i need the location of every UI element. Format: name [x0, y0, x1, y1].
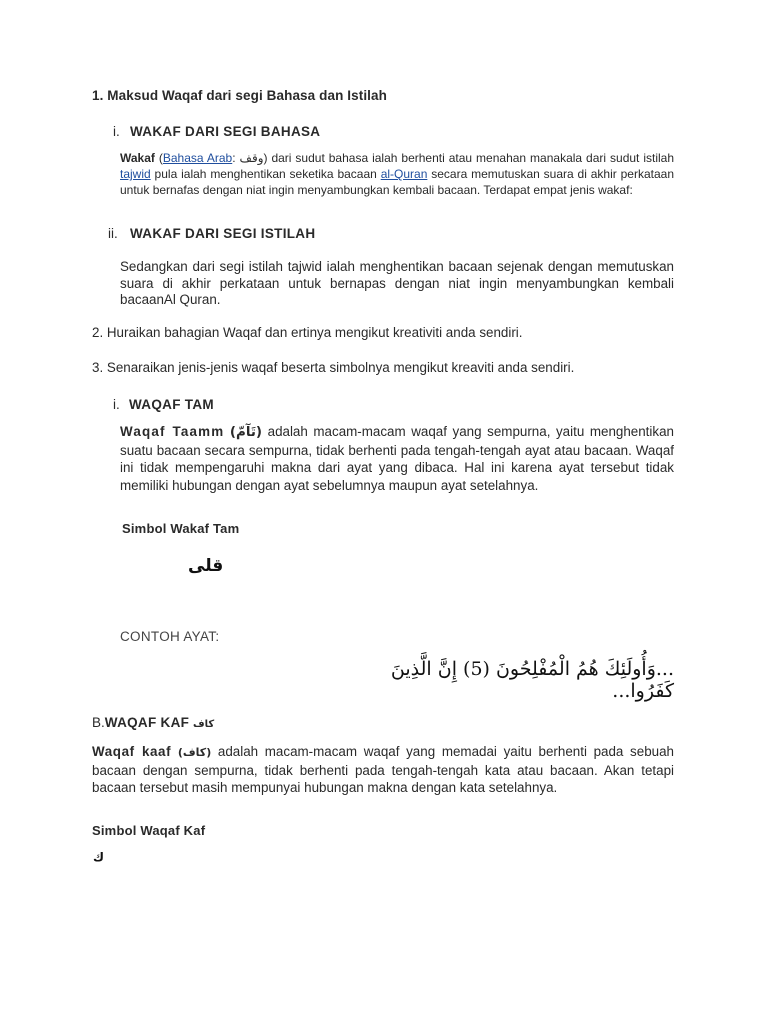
- ayat-example: ...وَأُولَئِكَ هُمُ الْمُفْلِحُونَ (5) إِنَّ الَّذِينَ كَفَرُوا...: [390, 658, 674, 702]
- question-2: 2. Huraikan bahagian Waqaf dan ertinya mengikut kreativiti anda sendiri.: [92, 325, 523, 340]
- heading-kaf-arabic: كاف: [192, 719, 215, 730]
- paragraph-waqaf-kaf: Waqaf kaaf (كاف) adalah macam-macam waqaf yang memadai yaitu berhenti pada sebuah bacaan dengan sempurna, tidak berhenti pada tengah-tengah kata atau bacaan. Akan tetapi bacaan tersebut masih mempunyai hubungan makna dengan kata setelahnya.: [92, 744, 674, 795]
- arabic-kaaf: (كاف): [177, 746, 212, 759]
- paragraph-wakaf-istilah: Sedangkan dari segi istilah tajwid ialah menghentikan bacaan sejenak dengan memutuskan suara di akhir perkataan untuk bernapas dengan niat ingin menyambungkan kembali bacaanAl Quran.: [120, 259, 674, 307]
- label-contoh-ayat: CONTOH AYAT:: [120, 629, 220, 644]
- numeral-ii: ii.: [108, 226, 118, 241]
- term-waqaf-taamm: Waqaf Taamm: [120, 424, 225, 439]
- caption-simbol-wakaf-tam: Simbol Wakaf Tam: [122, 521, 240, 536]
- heading-waqaf-kaf-line: [92, 715, 214, 730]
- heading-wakaf-istilah: WAKAF DARI SEGI ISTILAH: [130, 226, 316, 241]
- term-waqaf-kaaf: Waqaf kaaf: [92, 744, 172, 759]
- heading-wakaf-bahasa: WAKAF DARI SEGI BAHASA: [130, 124, 321, 139]
- link-tajwid[interactable]: tajwid: [120, 167, 151, 181]
- symbol-qila: قلى: [188, 556, 224, 576]
- section-1-title: 1. Maksud Waqaf dari segi Bahasa dan Istilah: [92, 88, 387, 103]
- paragraph-wakaf-bahasa: Wakaf (Bahasa Arab: وقف) dari sudut bahasa ialah berhenti atau menahan manakala dari sudut istilah tajwid pula ialah menghentikan seketika bacaan al-Quran secara memutuskan suara di akhir perkataan untuk bernafas dengan niat ingin menyambungkan kembali bacaan. Terdapat empat jenis wakaf:: [120, 151, 675, 197]
- heading-kaf-prefix: B.: [92, 715, 105, 730]
- caption-simbol-waqaf-kaf: Simbol Waqaf Kaf: [92, 823, 206, 838]
- numeral-i: i.: [113, 124, 120, 139]
- heading-waqaf-tam: WAQAF TAM: [129, 397, 214, 412]
- symbol-kaf: ك: [93, 850, 104, 864]
- arabic-taamm: (تَآمّ): [229, 425, 263, 440]
- arabic-waqf: وقف: [239, 151, 264, 165]
- link-bahasa-arab[interactable]: Bahasa Arab: [162, 151, 233, 165]
- link-al-quran[interactable]: al-Quran: [380, 167, 428, 181]
- question-3: 3. Senaraikan jenis-jenis waqaf beserta simbolnya mengikut kreaviti anda sendiri.: [92, 360, 575, 375]
- numeral-i-tam: i.: [113, 397, 120, 412]
- term-wakaf: Wakaf: [120, 151, 155, 165]
- paragraph-waqaf-tam: Waqaf Taamm (تَآمّ) adalah macam-macam waqaf yang sempurna, yaitu menghentikan suatu bacaan secara sempurna, tidak berhenti pada tengah-tengah ayat atau bacaan. Waqaf ini tidak mempengaruhi makna dari ayat yang dibaca. Hal ini karena ayat tersebut tidak memiliki hubungan dengan ayat sebelumnya maupun ayat setelahnya.: [120, 424, 674, 493]
- heading-waqaf-kaf: WAQAF KAF: [104, 715, 190, 730]
